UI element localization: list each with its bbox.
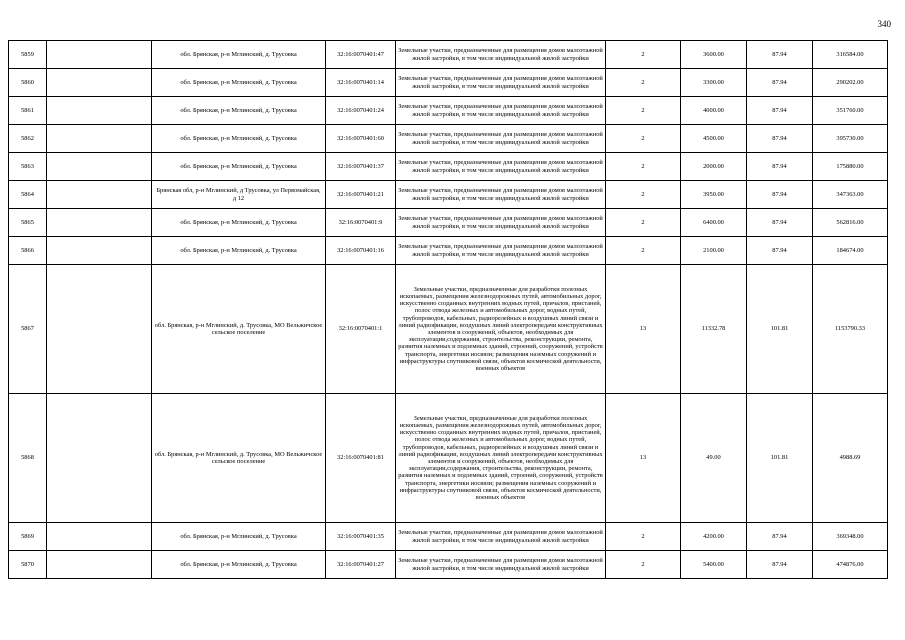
- land-use-cell: Земельные участки, предназначенные для размещения домов малоэтажной жилой застройки, в том числе индивидуальной жилой застройки: [396, 153, 606, 181]
- row-number-cell: 5866: [9, 237, 47, 265]
- cadastral-value-cell: 290202.00: [813, 69, 888, 97]
- category-cell: 2: [606, 181, 681, 209]
- cadastral-value-cell: 1153790.33: [813, 265, 888, 394]
- address-cell: обл. Брянская, р-н Мглинский, д. Трусовка: [152, 209, 326, 237]
- row-number-cell: 5868: [9, 394, 47, 523]
- cadastral-number-cell: 32:16:0070401:9: [326, 209, 396, 237]
- category-cell: 2: [606, 523, 681, 551]
- spacer-cell: [47, 69, 152, 97]
- specific-value-cell: 87.94: [747, 41, 813, 69]
- address-cell: обл. Брянская, р-н Мглинский, д. Трусовка: [152, 551, 326, 579]
- land-use-cell: Земельные участки, предназначенные для размещения домов малоэтажной жилой застройки, в том числе индивидуальной жилой застройки: [396, 125, 606, 153]
- address-cell: обл. Брянская, р-н Мглинский, д. Трусовка: [152, 69, 326, 97]
- cadastral-value-cell: 562816.00: [813, 209, 888, 237]
- category-cell: 2: [606, 237, 681, 265]
- cadastral-value-cell: 347363.00: [813, 181, 888, 209]
- land-use-cell: Земельные участки, предназначенные для размещения домов малоэтажной жилой застройки, в том числе индивидуальной жилой застройки: [396, 41, 606, 69]
- row-number-cell: 5867: [9, 265, 47, 394]
- area-cell: 3950.00: [681, 181, 747, 209]
- row-number-cell: 5865: [9, 209, 47, 237]
- land-use-cell: Земельные участки, предназначенные для размещения домов малоэтажной жилой застройки, в том числе индивидуальной жилой застройки: [396, 551, 606, 579]
- specific-value-cell: 87.94: [747, 97, 813, 125]
- table-row: [9, 125, 888, 153]
- cadastral-number-cell: 32:16:0070401:47: [326, 41, 396, 69]
- cadastral-number-cell: 32:16:0070401:37: [326, 153, 396, 181]
- spacer-cell: [47, 394, 152, 523]
- address-cell: Брянская обл, р-н Мглинский, д Трусовка, ул Первомайская, д 12: [152, 181, 326, 209]
- cadastral-value-cell: 474876.00: [813, 551, 888, 579]
- row-number-cell: 5863: [9, 153, 47, 181]
- cadastral-value-cell: 351760.00: [813, 97, 888, 125]
- address-cell: обл. Брянская, р-н Мглинский, д. Трусовка: [152, 237, 326, 265]
- spacer-cell: [47, 181, 152, 209]
- table-row: [9, 265, 888, 394]
- area-cell: 2100.00: [681, 237, 747, 265]
- cadastral-number-cell: 32:16:0070401:16: [326, 237, 396, 265]
- table-row: [9, 394, 888, 523]
- cadastral-value-table: [8, 40, 888, 579]
- spacer-cell: [47, 209, 152, 237]
- cadastral-number-cell: 32:16:0070401:81: [326, 394, 396, 523]
- area-cell: 4000.00: [681, 97, 747, 125]
- address-cell: обл. Брянская, р-н Мглинский, д. Трусовка: [152, 41, 326, 69]
- area-cell: 3300.00: [681, 69, 747, 97]
- land-use-cell: Земельные участки, предназначенные для размещения домов малоэтажной жилой застройки, в том числе индивидуальной жилой застройки: [396, 237, 606, 265]
- land-use-cell: Земельные участки, предназначенные для разработки полезных ископаемых, размещения железнодорожных путей, автомобильных дорог, искусственно созданных внутренних водных путей, причалов, пристаней, полос отвода железных и автомобильных дорог, водных путей, трубопроводов, кабельных, радиорелейных и воздушных линий связи и линий радиофикации, воздушных линий электропередачи конструктивных элементов и сооружений, объектов, необходимых для эксплуатации,содержания, строительства, реконструкции, ремонта, развития наземных и подземных зданий, строений, сооружений, устройств транспорта, энергетики иосвязи; размещения наземных сооружений и инфраструктуры спутниковой связи, объектов космической деятельности, военных объектов: [396, 394, 606, 523]
- cadastral-value-cell: 316584.00: [813, 41, 888, 69]
- table-row: [9, 181, 888, 209]
- cadastral-value-cell: 184674.00: [813, 237, 888, 265]
- category-cell: 13: [606, 265, 681, 394]
- area-cell: 4500.00: [681, 125, 747, 153]
- spacer-cell: [47, 551, 152, 579]
- address-cell: обл. Брянская, р-н Мглинский, д. Трусовка: [152, 523, 326, 551]
- land-use-cell: Земельные участки, предназначенные для размещения домов малоэтажной жилой застройки, в том числе индивидуальной жилой застройки: [396, 181, 606, 209]
- row-number-cell: 5864: [9, 181, 47, 209]
- row-number-cell: 5859: [9, 41, 47, 69]
- address-cell: обл. Брянская, р-н Мглинский, д. Трусовка: [152, 97, 326, 125]
- spacer-cell: [47, 97, 152, 125]
- row-number-cell: 5870: [9, 551, 47, 579]
- category-cell: 2: [606, 97, 681, 125]
- area-cell: 4200.00: [681, 523, 747, 551]
- row-number-cell: 5860: [9, 69, 47, 97]
- address-cell: обл. Брянская, р-н Мглинский, д. Трусовка: [152, 153, 326, 181]
- spacer-cell: [47, 523, 152, 551]
- address-cell: обл. Брянская, р-н Мглинский, д. Трусовка: [152, 125, 326, 153]
- table-row: [9, 41, 888, 69]
- spacer-cell: [47, 41, 152, 69]
- category-cell: 2: [606, 41, 681, 69]
- table-row: [9, 551, 888, 579]
- specific-value-cell: 87.94: [747, 551, 813, 579]
- area-cell: 6400.00: [681, 209, 747, 237]
- specific-value-cell: 101.81: [747, 394, 813, 523]
- specific-value-cell: 87.94: [747, 237, 813, 265]
- area-cell: 49.00: [681, 394, 747, 523]
- table-row: [9, 209, 888, 237]
- cadastral-value-cell: 4988.69: [813, 394, 888, 523]
- cadastral-number-cell: 32:16:0070401:14: [326, 69, 396, 97]
- table-row: [9, 97, 888, 125]
- land-use-cell: Земельные участки, предназначенные для размещения домов малоэтажной жилой застройки, в том числе индивидуальной жилой застройки: [396, 209, 606, 237]
- category-cell: 2: [606, 125, 681, 153]
- table-row: [9, 237, 888, 265]
- land-use-cell: Земельные участки, предназначенные для размещения домов малоэтажной жилой застройки, в том числе индивидуальной жилой застройки: [396, 97, 606, 125]
- category-cell: 2: [606, 551, 681, 579]
- spacer-cell: [47, 237, 152, 265]
- category-cell: 2: [606, 69, 681, 97]
- specific-value-cell: 87.94: [747, 69, 813, 97]
- specific-value-cell: 87.94: [747, 153, 813, 181]
- cadastral-number-cell: 32:16:0070401:24: [326, 97, 396, 125]
- address-cell: обл. Брянская, р-н Мглинский, д. Трусовка, МО Вельжичское сельское поселение: [152, 265, 326, 394]
- land-use-cell: Земельные участки, предназначенные для размещения домов малоэтажной жилой застройки, в том числе индивидуальной жилой застройки: [396, 523, 606, 551]
- area-cell: 3600.00: [681, 41, 747, 69]
- table-row: [9, 153, 888, 181]
- cadastral-number-cell: 32:16:0070401:35: [326, 523, 396, 551]
- table-row: [9, 523, 888, 551]
- spacer-cell: [47, 265, 152, 394]
- area-cell: 5400.00: [681, 551, 747, 579]
- specific-value-cell: 87.94: [747, 523, 813, 551]
- category-cell: 2: [606, 209, 681, 237]
- cadastral-value-cell: 175880.00: [813, 153, 888, 181]
- page-number: 340: [877, 19, 891, 29]
- area-cell: 2000.00: [681, 153, 747, 181]
- spacer-cell: [47, 125, 152, 153]
- specific-value-cell: 87.94: [747, 209, 813, 237]
- cadastral-number-cell: 32:16:0070401:1: [326, 265, 396, 394]
- land-use-cell: Земельные участки, предназначенные для размещения домов малоэтажной жилой застройки, в том числе индивидуальной жилой застройки: [396, 69, 606, 97]
- area-cell: 11332.78: [681, 265, 747, 394]
- row-number-cell: 5862: [9, 125, 47, 153]
- row-number-cell: 5869: [9, 523, 47, 551]
- cadastral-value-cell: 369348.00: [813, 523, 888, 551]
- spacer-cell: [47, 153, 152, 181]
- cadastral-number-cell: 32:16:0070401:60: [326, 125, 396, 153]
- category-cell: 2: [606, 153, 681, 181]
- land-use-cell: Земельные участки, предназначенные для разработки полезных ископаемых, размещения железнодорожных путей, автомобильных дорог, искусственно созданных внутренних водных путей, причалов, пристаней, полос отвода железных и автомобильных дорог, водных путей, трубопроводов, кабельных, радиорелейных и воздушных линий связи и линий радиофикации, воздушных линий электропередачи конструктивных элементов и сооружений, объектов, необходимых для эксплуатации,содержания, строительства, реконструкции, ремонта, развития наземных и подземных зданий, строений, сооружений, устройств транспорта, энергетики иосвязи; размещения наземных сооружений и инфраструктуры спутниковой связи, объектов космической деятельности, военных объектов: [396, 265, 606, 394]
- cadastral-number-cell: 32:16:0070401:21: [326, 181, 396, 209]
- cadastral-value-cell: 395730.00: [813, 125, 888, 153]
- specific-value-cell: 101.81: [747, 265, 813, 394]
- table-row: [9, 69, 888, 97]
- cadastral-number-cell: 32:16:0070401:27: [326, 551, 396, 579]
- row-number-cell: 5861: [9, 97, 47, 125]
- specific-value-cell: 87.94: [747, 181, 813, 209]
- category-cell: 13: [606, 394, 681, 523]
- address-cell: обл. Брянская, р-н Мглинский, д. Трусовка, МО Вельжичское сельское поселение: [152, 394, 326, 523]
- specific-value-cell: 87.94: [747, 125, 813, 153]
